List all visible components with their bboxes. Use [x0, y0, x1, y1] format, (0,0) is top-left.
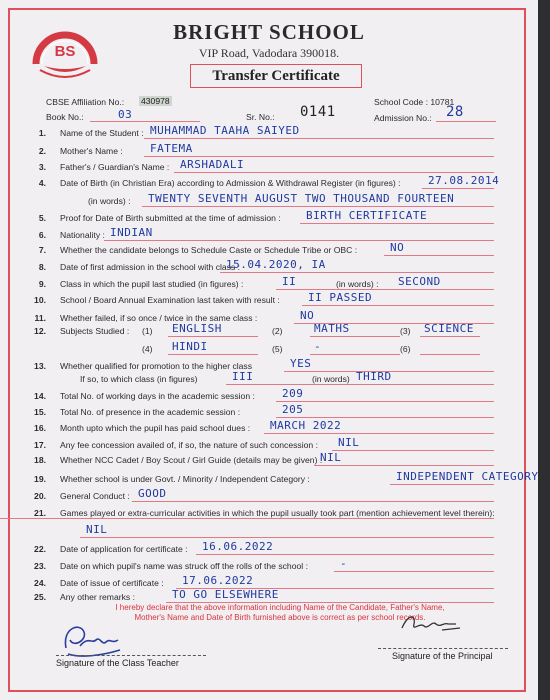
row-label-words: (in words)	[312, 374, 350, 384]
principal-signature-icon	[398, 608, 468, 638]
declaration-line-2: Mother's Name and Date of Birth furnished above is correct as per school records.	[134, 613, 426, 622]
subject-line	[168, 354, 258, 355]
answer-line	[276, 417, 494, 418]
row-number: 18.	[34, 455, 46, 465]
answer-line	[142, 206, 494, 207]
row-value: 15.04.2020, IA	[226, 258, 326, 271]
school-name: BRIGHT SCHOOL	[173, 20, 365, 44]
answer-line	[226, 384, 494, 385]
row-value: 27.08.2014	[428, 174, 500, 187]
row-value: TWENTY SEVENTH AUGUST TWO THOUSAND FOURTEEN	[148, 192, 455, 205]
answer-line	[302, 305, 494, 306]
row-value: BIRTH CERTIFICATE	[306, 209, 428, 222]
row-value: II PASSED	[308, 291, 373, 304]
row-number: 24.	[34, 578, 46, 588]
subject-value: ENGLISH	[172, 322, 222, 335]
row-value: NO	[300, 309, 315, 322]
book-spine	[538, 0, 550, 700]
answer-line	[264, 433, 494, 434]
row-label: Date of issue of certificate :	[60, 578, 164, 588]
answer-line	[0, 518, 494, 519]
book-no-value: 03	[118, 108, 133, 121]
sr-no-label: Sr. No.:	[246, 112, 275, 122]
row-label: Any other remarks :	[60, 592, 135, 602]
subject-index: (3)	[400, 326, 411, 336]
row-number: 23.	[34, 561, 46, 571]
row-number: 3.	[38, 162, 46, 172]
row-number: 14.	[34, 391, 46, 401]
row-value-words: SECOND	[398, 275, 441, 288]
answer-line	[220, 272, 494, 273]
row-label: Date of application for certificate :	[60, 544, 188, 554]
admission-value: 28	[446, 104, 464, 120]
answer-line	[104, 240, 494, 241]
row-number: 5.	[38, 213, 46, 223]
row-value: II	[282, 275, 297, 288]
affiliation-label: CBSE Affiliation No.:	[46, 97, 125, 107]
row-label: Whether the candidate belongs to Schedule Caste or Schedule Tribe or OBC :	[60, 245, 358, 255]
row-label: Whether school is under Govt. / Minority / Independent Category :	[60, 474, 310, 484]
row-value: III	[232, 370, 254, 383]
school-code: School Code : 10781	[374, 97, 455, 107]
subject-line	[168, 336, 258, 337]
row-value: -	[340, 557, 348, 570]
subject-index: (2)	[272, 326, 283, 336]
admission-line	[436, 121, 496, 122]
row-label: Month upto which the pupil has paid school dues :	[60, 423, 251, 433]
row-label: Date on which pupil's name was struck off the rolls of the school :	[60, 561, 308, 571]
admission-label: Admission No.:	[374, 113, 432, 123]
row-label: If so, to which class (in figures)	[80, 374, 198, 384]
row-value: 17.06.2022	[182, 574, 254, 587]
row-label: (in words) :	[88, 196, 131, 206]
answer-line	[390, 484, 494, 485]
row-label: Whether qualified for promotion to the higher class	[60, 361, 253, 371]
row-value: NIL	[86, 523, 108, 536]
affiliation-number: 430978	[141, 96, 170, 106]
answer-line	[334, 571, 494, 572]
row-number: 7.	[38, 245, 46, 255]
row-number: 11.	[34, 313, 46, 323]
row-label: Total No. of working days in the academic session :	[60, 391, 255, 401]
row-number: 21.	[34, 508, 46, 518]
row-value: ARSHADALI	[180, 158, 245, 171]
row-value: GOOD	[138, 487, 167, 500]
answer-line	[384, 255, 494, 256]
row-value: 205	[282, 403, 304, 416]
subject-value: MATHS	[314, 322, 350, 335]
subject-line	[310, 336, 400, 337]
answer-line	[314, 465, 494, 466]
subject-index: (4)	[142, 344, 153, 354]
row-label-words: (in words) :	[336, 279, 379, 289]
row-number: 17.	[34, 440, 46, 450]
row-label: Class in which the pupil last studied (in figures) :	[60, 279, 244, 289]
answer-line	[144, 156, 494, 157]
sr-no-value: 0141	[300, 104, 336, 120]
row-number: 1.	[38, 128, 46, 138]
subject-line	[420, 336, 480, 337]
answer-line	[80, 537, 494, 538]
row-label: Date of first admission in the school with class :	[60, 262, 241, 272]
row-value: 209	[282, 387, 304, 400]
row-value: INDIAN	[110, 226, 153, 239]
class-teacher-signature-icon	[60, 618, 130, 660]
row-number: 13.	[34, 361, 46, 371]
subject-line	[420, 354, 480, 355]
row-label: General Conduct :	[60, 491, 130, 501]
row-number: 22.	[34, 544, 46, 554]
row-label: Name of the Student :	[60, 128, 144, 138]
svg-text:BS: BS	[54, 43, 76, 60]
subject-value: HINDI	[172, 340, 208, 353]
row-value: NO	[390, 241, 405, 254]
subject-value: -	[314, 340, 322, 353]
answer-line	[196, 554, 494, 555]
row-value: 16.06.2022	[202, 540, 274, 553]
answer-line	[276, 401, 494, 402]
principal-sign-label: Signature of the Principal	[392, 651, 493, 661]
row-number: 12.	[34, 326, 46, 336]
subject-value: SCIENCE	[424, 322, 474, 335]
row-label: Games played or extra-curricular activities in which the pupil usually took part (mention achievement level therein):	[60, 508, 495, 518]
answer-line	[422, 188, 494, 189]
declaration-line-1: I hereby declare that the above information including Name of the Candidate, Father's Name,	[115, 603, 445, 612]
row-number: 9.	[38, 279, 46, 289]
row-label: Proof for Date of Birth submitted at the time of admission :	[60, 213, 281, 223]
row-value: NIL	[320, 451, 342, 464]
row-number: 16.	[34, 423, 46, 433]
row-number: 19.	[34, 474, 46, 484]
row-value: MUHAMMAD TAAHA SAIYED	[150, 124, 300, 137]
row-value: MARCH 2022	[270, 419, 342, 432]
row-label: Total No. of presence in the academic session :	[60, 407, 241, 417]
row-value: TO GO ELSEWHERE	[172, 588, 279, 601]
row-label: School / Board Annual Examination last taken with result :	[60, 295, 280, 305]
row-number: 10.	[34, 295, 46, 305]
row-value: NIL	[338, 436, 360, 449]
school-address: VIP Road, Vadodara 390018.	[198, 46, 340, 60]
row-label: Any fee concession availed of, if so, the nature of such concession :	[60, 440, 318, 450]
answer-line	[132, 501, 494, 502]
row-number: 8.	[38, 262, 46, 272]
row-label: Date of Birth (in Christian Era) according to Admission & Withdrawal Register (in figures) :	[60, 178, 401, 188]
answer-line	[300, 223, 494, 224]
book-no-line	[90, 121, 200, 122]
row-number: 20.	[34, 491, 46, 501]
answer-line	[276, 289, 494, 290]
row-value: YES	[290, 357, 312, 370]
row-label: Father's / Guardian's Name :	[60, 162, 170, 172]
subject-index: (6)	[400, 344, 411, 354]
answer-line	[144, 138, 494, 139]
subject-index: (5)	[272, 344, 283, 354]
row-label: Whether NCC Cadet / Boy Scout / Girl Guide (details may be given) :	[60, 455, 323, 465]
teacher-sign-line	[56, 655, 206, 656]
row-number: 6.	[38, 230, 46, 240]
row-label: Nationality :	[60, 230, 105, 240]
teacher-sign-label: Signature of the Class Teacher	[56, 658, 179, 668]
row-value-words: THIRD	[356, 370, 392, 383]
row-value: INDEPENDENT CATEGORY	[396, 470, 539, 483]
row-number: 15.	[34, 407, 46, 417]
subject-line	[310, 354, 400, 355]
row-number: 4.	[38, 178, 46, 188]
certificate-title: Transfer Certificate	[190, 64, 362, 88]
row-value: FATEMA	[150, 142, 193, 155]
row-label: Subjects Studied :	[60, 326, 130, 336]
subject-index: (1)	[142, 326, 153, 336]
row-label: Mother's Name :	[60, 146, 123, 156]
answer-line	[332, 450, 494, 451]
answer-line	[174, 172, 494, 173]
row-number: 2.	[38, 146, 46, 156]
principal-sign-line	[378, 648, 508, 649]
book-no-label: Book No.:	[46, 112, 84, 122]
row-number: 25.	[34, 592, 46, 602]
row-label: Whether failed, if so once / twice in the same class :	[60, 313, 258, 323]
